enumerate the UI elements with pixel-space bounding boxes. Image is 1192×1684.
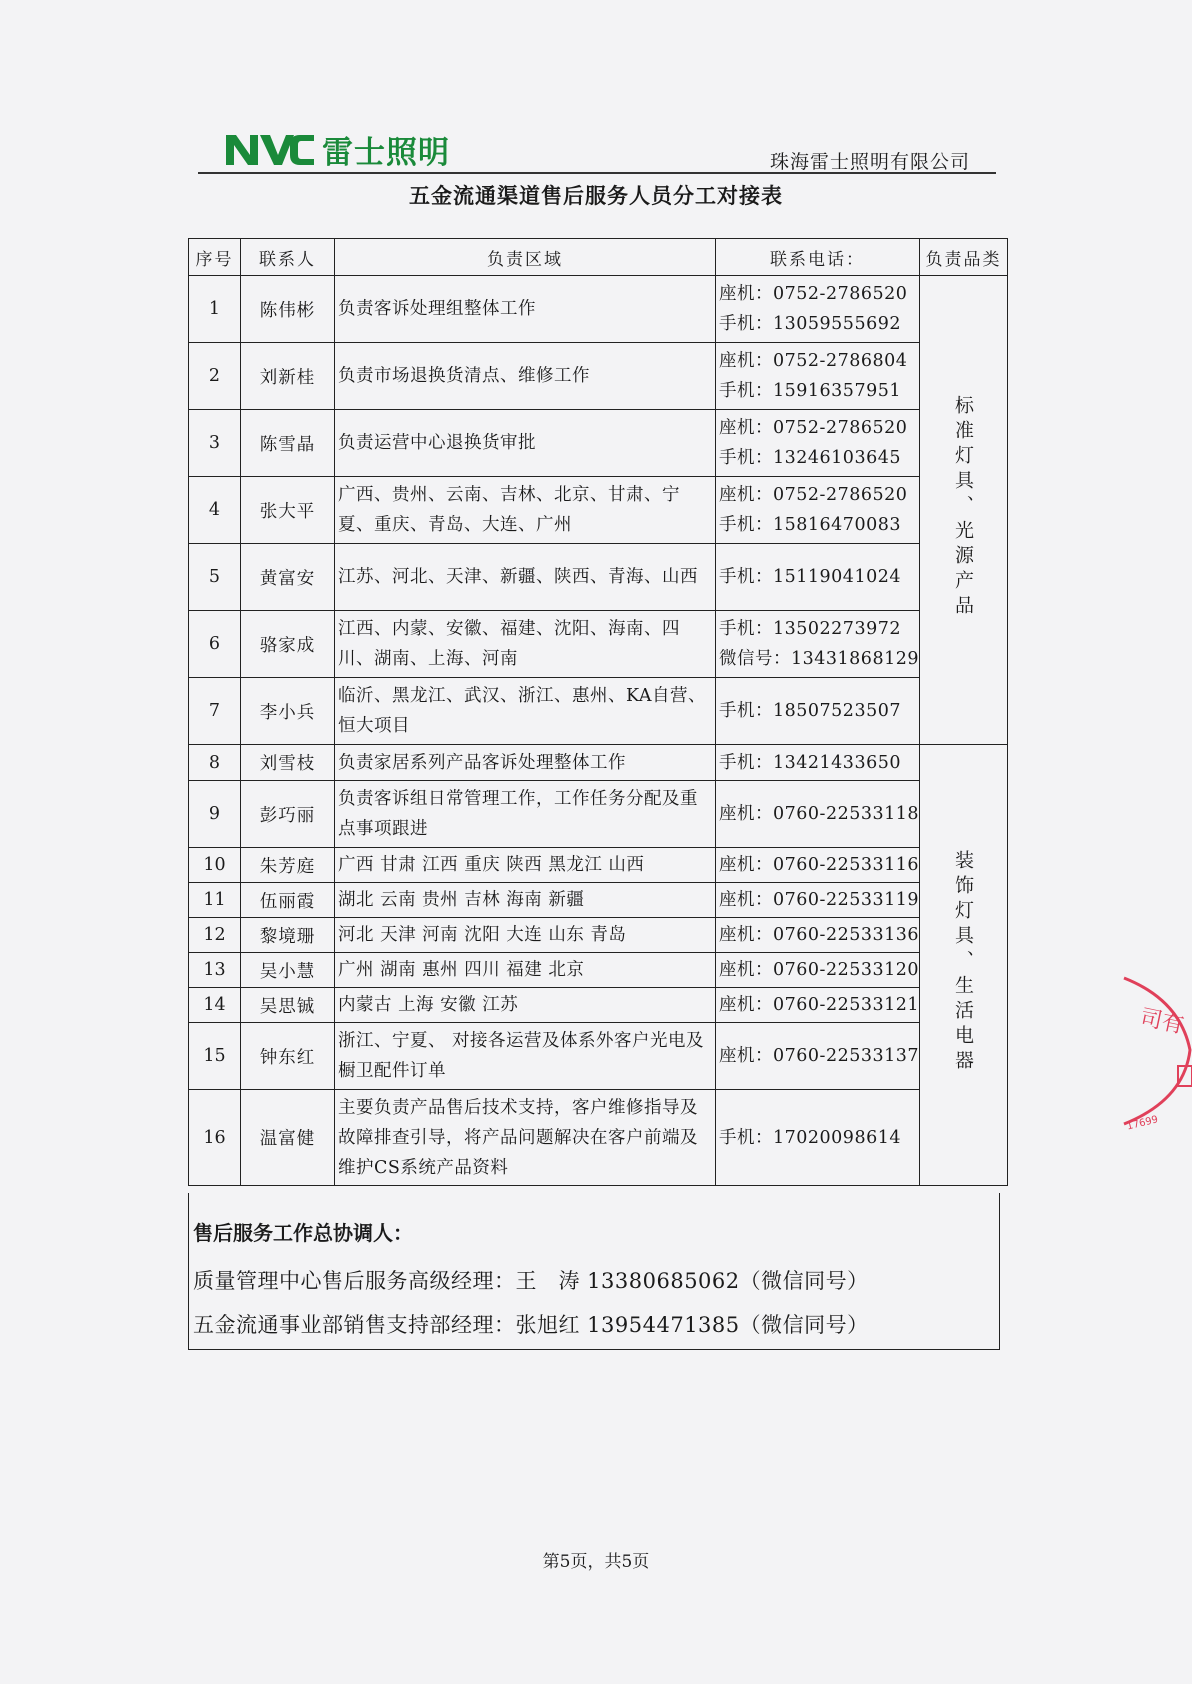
table-row xyxy=(189,343,1008,410)
table-header-row xyxy=(189,239,1008,276)
phone-number: 座机：0760-22533136 xyxy=(719,925,920,945)
table-row xyxy=(189,611,1008,678)
table-row xyxy=(189,953,1008,988)
table-row xyxy=(189,1023,1008,1090)
row-seq: 1 xyxy=(189,276,241,343)
table-row xyxy=(189,781,1008,848)
row-responsibility: 主要负责产品售后技术支持，客户维修指导及故障排查引导，将产品问题解决在客户前端及维护CS系统产品资料 xyxy=(335,1090,716,1186)
row-phones xyxy=(716,276,920,343)
coordinator-section xyxy=(188,1193,1000,1350)
row-seq: 8 xyxy=(189,745,241,781)
row-seq: 7 xyxy=(189,678,241,745)
row-responsibility: 负责客诉处理组整体工作 xyxy=(335,276,716,343)
page-number: 第5页，共5页 xyxy=(542,1552,650,1572)
category-decorative-lighting xyxy=(920,745,1008,1186)
row-responsibility: 负责客诉组日常管理工作，工作任务分配及重点事项跟进 xyxy=(335,781,716,848)
phone-number: 手机：17020098614 xyxy=(719,1127,901,1148)
row-responsibility: 河北 天津 河南 沈阳 大连 山东 青岛 xyxy=(335,918,716,953)
coordinator-line-quality: 质量管理中心售后服务高级经理：王 涛 13380685062（微信同号） xyxy=(193,1269,869,1293)
row-seq: 6 xyxy=(189,611,241,678)
row-contact-name: 李小兵 xyxy=(241,678,335,745)
svg-text:司有: 司有 xyxy=(1137,1005,1186,1039)
phone-number: 座机：0760-22533121 xyxy=(719,995,920,1015)
table-row xyxy=(189,1090,1008,1186)
row-responsibility: 广西 甘肃 江西 重庆 陕西 黑龙江 山西 xyxy=(335,848,716,883)
column-header-phone: 联系电话： xyxy=(716,239,920,276)
row-responsibility: 负责运营中心退换货审批 xyxy=(335,410,716,477)
row-phones xyxy=(716,1090,920,1186)
row-phones xyxy=(716,883,920,918)
phone-number: 手机：13246103645 xyxy=(719,448,901,468)
row-responsibility: 湖北 云南 贵州 吉林 海南 新疆 xyxy=(335,883,716,918)
phone-number: 座机：0752-2786520 xyxy=(719,418,908,438)
row-seq: 3 xyxy=(189,410,241,477)
row-contact-name: 陈伟彬 xyxy=(241,276,335,343)
nvc-logo xyxy=(224,126,450,172)
company-name: 珠海雷士照明有限公司 xyxy=(770,151,971,173)
phone-number: 手机：18507523507 xyxy=(719,701,901,721)
phone-number: 手机：15916357951 xyxy=(719,381,901,401)
table-row xyxy=(189,410,1008,477)
category-standard-lighting xyxy=(920,276,1008,745)
row-phones xyxy=(716,410,920,477)
svg-text:17699: 17699 xyxy=(1125,1114,1160,1133)
table-row xyxy=(189,988,1008,1023)
row-phones xyxy=(716,1023,920,1090)
phone-number: 座机：0760-22533116 xyxy=(719,855,920,875)
row-responsibility: 负责家居系列产品客诉处理整体工作 xyxy=(335,745,716,781)
table-row xyxy=(189,848,1008,883)
table-row xyxy=(189,883,1008,918)
phone-number: 座机：0752-2786804 xyxy=(719,351,908,371)
row-seq: 11 xyxy=(189,883,241,918)
phone-number: 手机：13421433650 xyxy=(719,752,901,773)
phone-number: 座机：0760-22533137 xyxy=(719,1046,920,1066)
row-seq: 4 xyxy=(189,477,241,544)
category-label: 装饰灯具、生活电器 xyxy=(952,850,975,1075)
row-contact-name: 温富健 xyxy=(241,1090,335,1186)
row-responsibility: 临沂、黑龙江、武汉、浙江、惠州、KA自营、恒大项目 xyxy=(335,678,716,745)
phone-number: 手机：13502273972 xyxy=(719,619,901,639)
row-seq: 16 xyxy=(189,1090,241,1186)
row-seq: 13 xyxy=(189,953,241,988)
table-row xyxy=(189,745,1008,781)
row-contact-name: 吴思铖 xyxy=(241,988,335,1023)
row-phones xyxy=(716,544,920,611)
phone-number: 座机：0752-2786520 xyxy=(719,284,908,304)
column-header-area: 负责区域 xyxy=(335,239,716,276)
company-seal-fragment xyxy=(1120,960,1192,1140)
row-contact-name: 伍丽霞 xyxy=(241,883,335,918)
row-contact-name: 刘雪枝 xyxy=(241,745,335,781)
row-responsibility: 负责市场退换货清点、维修工作 xyxy=(335,343,716,410)
row-seq: 10 xyxy=(189,848,241,883)
row-seq: 2 xyxy=(189,343,241,410)
row-contact-name: 吴小慧 xyxy=(241,953,335,988)
row-responsibility: 广州 湖南 惠州 四川 福建 北京 xyxy=(335,953,716,988)
row-phones xyxy=(716,343,920,410)
row-seq: 5 xyxy=(189,544,241,611)
coordinator-line-sales: 五金流通事业部销售支持部经理：张旭红 13954471385（微信同号） xyxy=(193,1313,869,1337)
column-header-category: 负责品类 xyxy=(920,239,1008,276)
row-responsibility: 江西、内蒙、安徽、福建、沈阳、海南、四川、湖南、上海、河南 xyxy=(335,611,716,678)
row-contact-name: 刘新桂 xyxy=(241,343,335,410)
row-contact-name: 骆家成 xyxy=(241,611,335,678)
row-phones xyxy=(716,611,920,678)
row-contact-name: 黎境珊 xyxy=(241,918,335,953)
phone-number: 座机：0760-22533120 xyxy=(719,960,920,980)
service-staff-table xyxy=(188,238,1008,1186)
row-phones xyxy=(716,848,920,883)
phone-number: 手机：13059555692 xyxy=(719,314,901,334)
nvc-logo-mark xyxy=(224,129,316,169)
row-responsibility: 浙江、宁夏、 对接各运营及体系外客户光电及橱卫配件订单 xyxy=(335,1023,716,1090)
table-row xyxy=(189,276,1008,343)
row-phones xyxy=(716,477,920,544)
category-label: 标准灯具、光源产品 xyxy=(952,395,975,620)
table-row xyxy=(189,477,1008,544)
row-responsibility: 内蒙古 上海 安徽 江苏 xyxy=(335,988,716,1023)
row-responsibility: 广西、贵州、云南、吉林、北京、甘肃、宁夏、重庆、青岛、大连、广州 xyxy=(335,477,716,544)
table-row xyxy=(189,544,1008,611)
row-seq: 9 xyxy=(189,781,241,848)
row-phones xyxy=(716,953,920,988)
phone-number: 座机：0760-22533119 xyxy=(719,890,920,910)
phone-number: 座机：0760-22533118 xyxy=(719,804,920,824)
phone-number: 手机：15816470083 xyxy=(719,515,901,535)
row-seq: 12 xyxy=(189,918,241,953)
row-phones xyxy=(716,745,920,781)
document-title: 五金流通渠道售后服务人员分工对接表 xyxy=(409,184,783,208)
table-row xyxy=(189,918,1008,953)
row-contact-name: 钟东红 xyxy=(241,1023,335,1090)
phone-number: 手机：15119041024 xyxy=(719,567,901,587)
header-divider xyxy=(198,172,996,174)
column-header-seq: 序号 xyxy=(189,239,241,276)
row-phones xyxy=(716,988,920,1023)
row-contact-name: 张大平 xyxy=(241,477,335,544)
row-contact-name: 彭巧丽 xyxy=(241,781,335,848)
column-header-contact: 联系人 xyxy=(241,239,335,276)
phone-number: 座机：0752-2786520 xyxy=(719,485,908,505)
row-seq: 15 xyxy=(189,1023,241,1090)
row-phones xyxy=(716,678,920,745)
row-phones xyxy=(716,781,920,848)
row-phones xyxy=(716,918,920,953)
table-row xyxy=(189,678,1008,745)
phone-number: 微信号：13431868129 xyxy=(719,649,919,669)
table-body xyxy=(189,276,1008,1186)
logo-wordmark: 雷士照明 xyxy=(322,134,450,171)
row-responsibility: 江苏、河北、天津、新疆、陕西、青海、山西 xyxy=(335,544,716,611)
row-contact-name: 黄富安 xyxy=(241,544,335,611)
coordinator-title: 售后服务工作总协调人： xyxy=(193,1221,413,1245)
row-contact-name: 朱芳庭 xyxy=(241,848,335,883)
row-seq: 14 xyxy=(189,988,241,1023)
row-contact-name: 陈雪晶 xyxy=(241,410,335,477)
